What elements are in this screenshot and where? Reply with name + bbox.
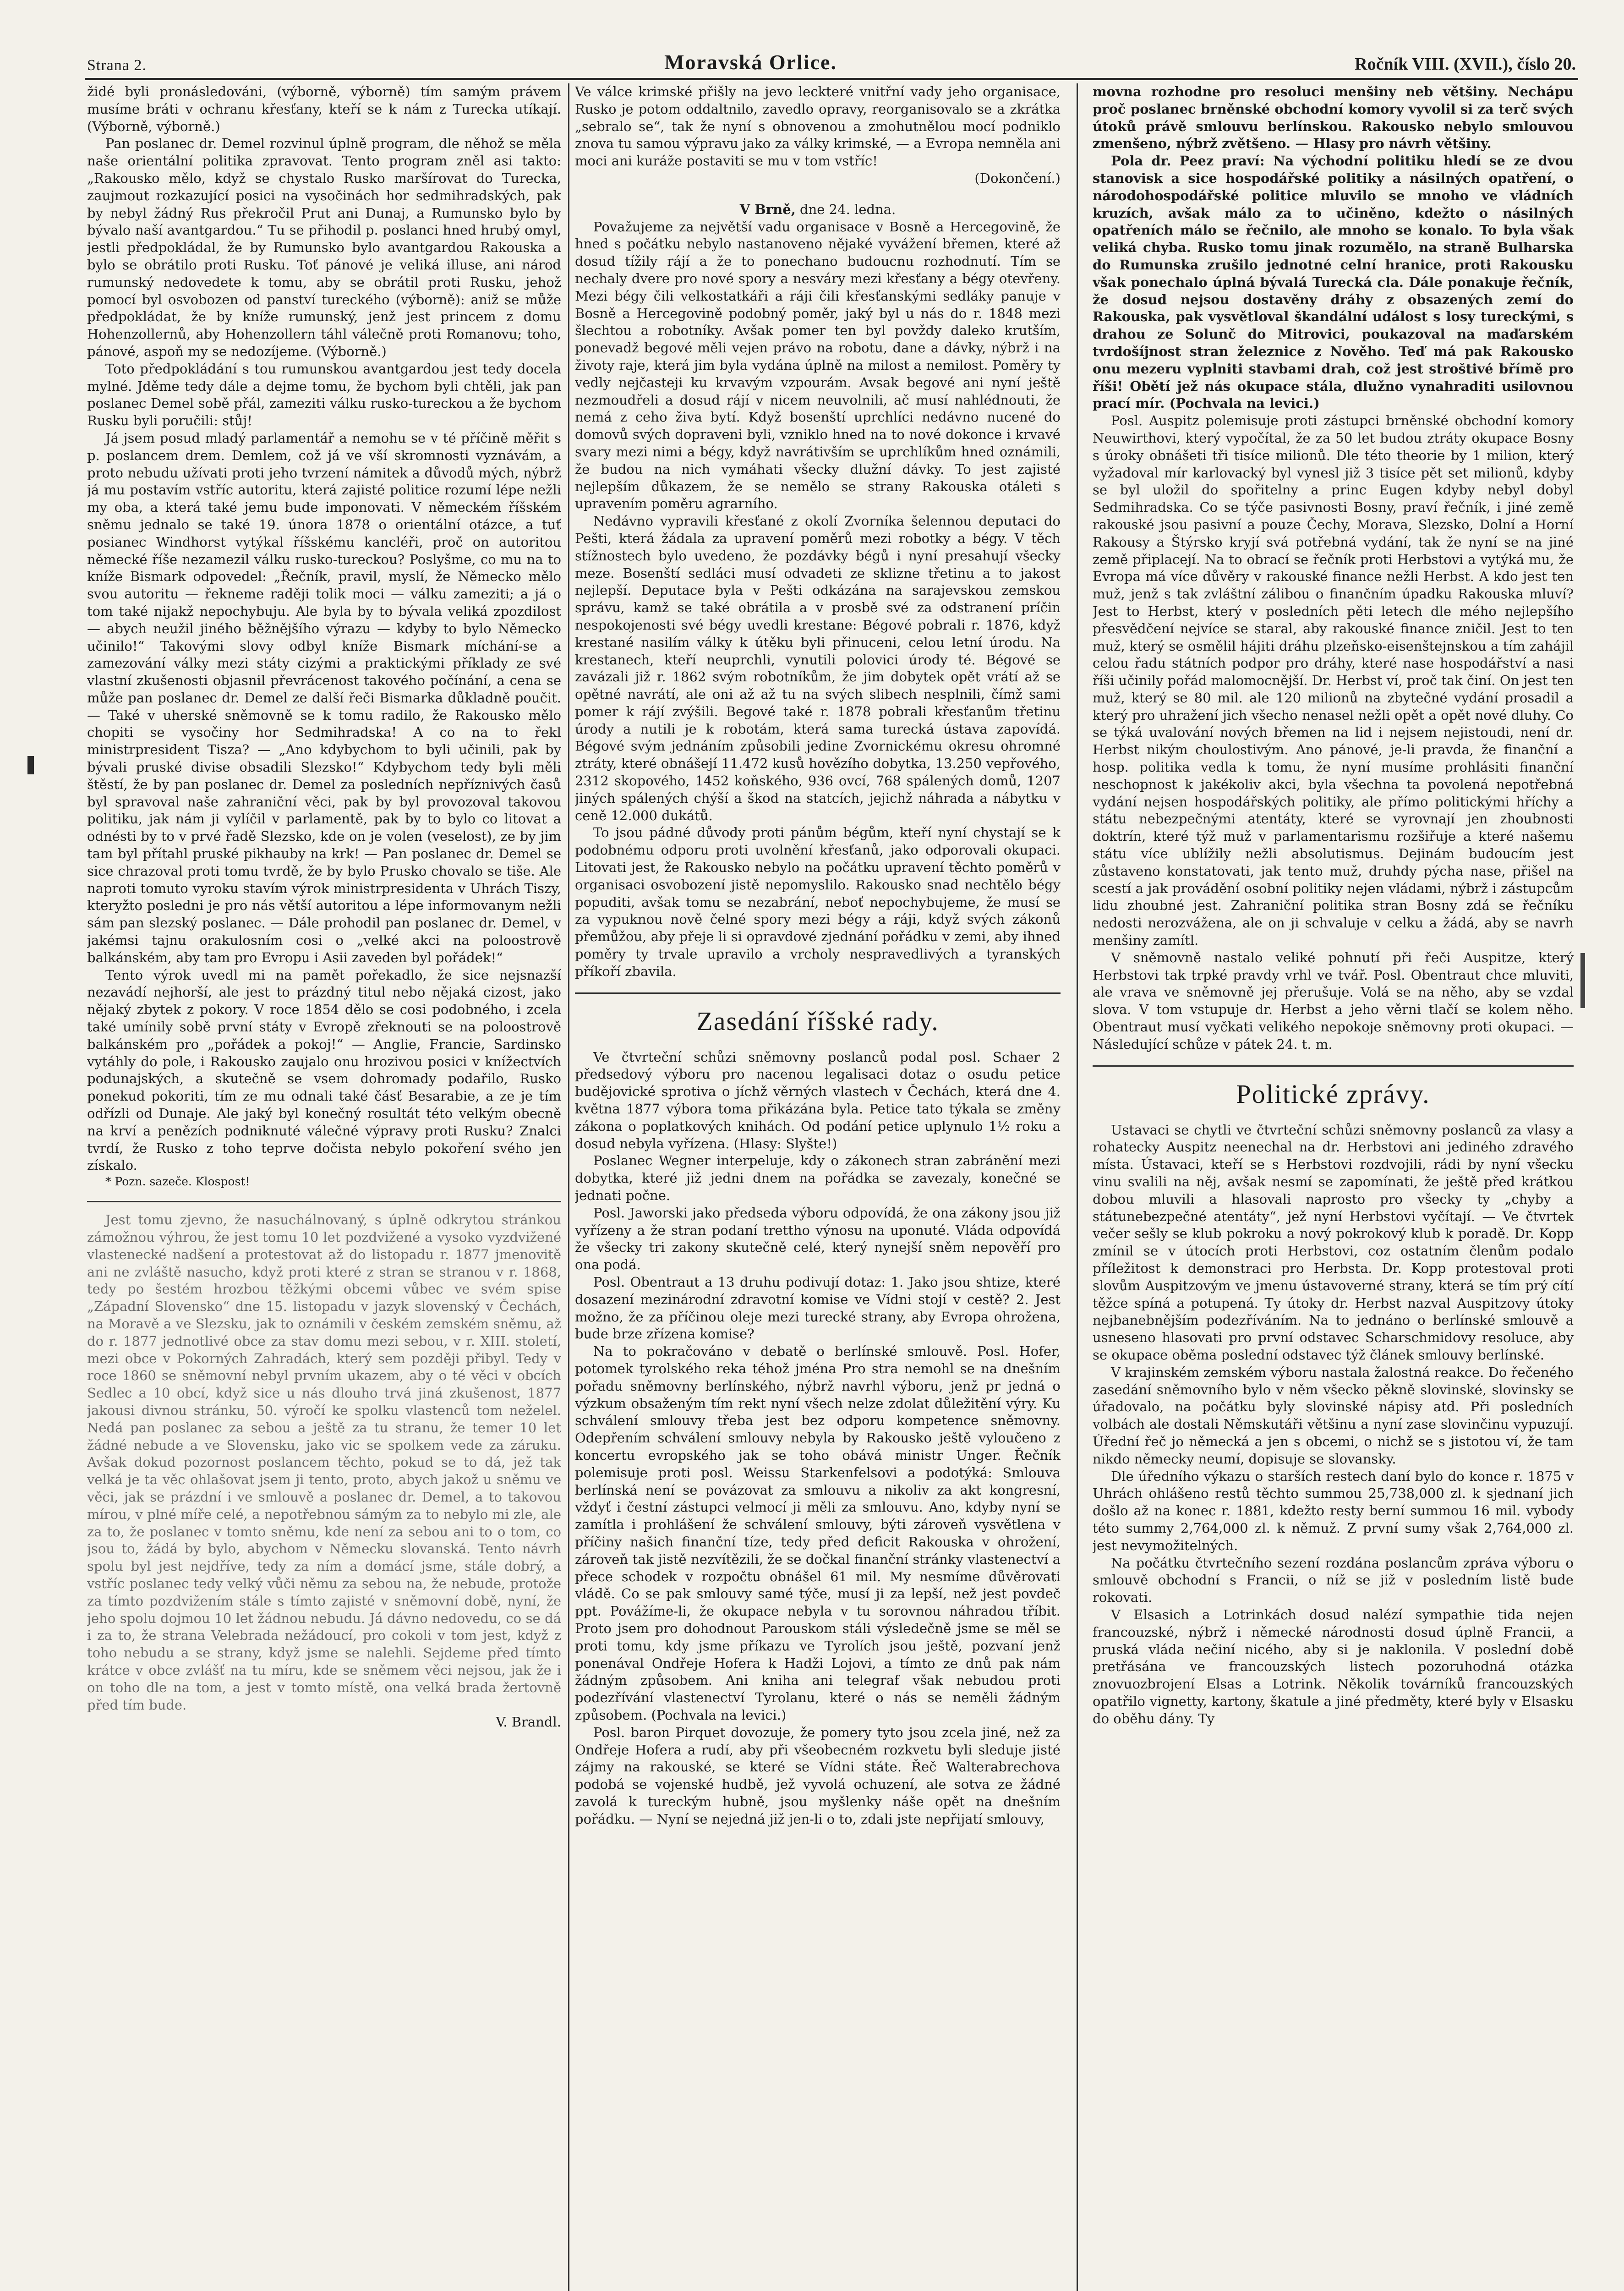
- dateline-place: V Brně,: [739, 201, 796, 217]
- paragraph: Toto předpokládání s tou rumunskou avantgardou jest tedy docela mylné. Jděme tedy dále a dejme tomu, že bychom byli chtěli, jak pan poslanec Demel sobě přál, zameziti válku rusko-tureckou a že bychom Rusku byli poručili: stůj!: [87, 361, 561, 429]
- paragraph: Posl. baron Pirquet dovozuje, že pomery tyto jsou zcela jiné, než za Ondřeje Hofera a rudí, aby při všeobecném rozkvetu byli sleduje jisté zájmy na rakouské, se které se Vídni státe. Řeč Walterabrechova podobá se vojenské hudbě, jež vyvolá ochuzení, ale sotva ze žádné zavolá k tureckým hubně, jsou myšlenky náše opět na dnešním pořádku. — Nyní se nejedná již jen-li o to, zdali jste nepřijatí smlouvy,: [575, 1724, 1061, 1827]
- section-heading: Zasedání říšské rady.: [696, 1006, 939, 1036]
- section-rule: [1093, 1065, 1574, 1067]
- continued-note: (Dokončení.): [974, 170, 1061, 186]
- newspaper-title: Moravská Orlice.: [664, 50, 837, 74]
- paragraph: Pola dr. Peez praví: Na východní politiku hledí se ze dvou stanovisk a sice hospodářské politiky a násilných opatření, o národohospodářské politice mluvilo se mnoho ve vládních kruzích, avšak málo za to učiněno, kdežto o násilných opatřeních málo se řečnilo, ale mnoho se konalo. To byla však veliká chyba. Rusko tomu jinak rozumělo, na straně Bulharska do Rumunska zrušilo jednotné celní hranice, proti Rakousku však ponechalo úplná bývalá Turecká cla. Dále ponakuje řečník, že dosud nejsou dostavěny dráhy z obsazených zemí do Rakouska, pak vysvětloval škandální událost s losy tureckými, s drahou ze Solunč do Mitrovici, poukazoval na maďarském tvrdošíjnost stran železnice z Nověho. Teď má pak Rakousko onu mezeru vyplniti stavbami drah, což jest stroštivé břímě pro říši! Obětí jež nás okupace stála, dlužno vynahraditi usilovnou prací mír. (Pochvala na levici.): [1093, 153, 1574, 411]
- paragraph: Nedávno vypravili křesťané z okolí Zvorníka šelennou deputaci do Pešti, která žádala za upravení poměrů mezi robotky a bégy. V těch stížnostech bylo uvedeno, že pozdávky bégů i nyní presahují všecky meze. Bosenští sedláci musí odvadeti ze sklizne třetinu a to jakost nejlepší. Deputace byla v Pešti odkázána na sarajevskou zemskou správu, kamž se také obrátila a v prosbě své za odstranení príčin nespokojenosti své bégy uvedli krestane: Bégové pobrali r. 1876, když krestané nasilím války k útěku byli přinuceni, celou letní úrodu. Na krestanech, kteří neuprchli, vynutili polovici úrody té. Bégové se zavázali již r. 1862 svým robotníkům, že jim dobytek opět vrátí až se opětné navrátí, ale oni až až tu na svých slibech nesplnili, čímž sami pomer k rájí zvýšili. Begové také r. 1878 pobrali křesťanům třetinu úrody a nutili je k robotám, která sama turecká ústava zapovídá. Bégové svým jednáním způsobili jedine Zvornickému okresu ohromné ztráty, které obnášejí 11.472 kusů hovězího dobytka, 13.250 vepřového, 2312 skopového, 1452 koňského, 936 ovcí, 768 spálených domů, 1207 jiných spálených chýší a škod na statcích, jejichž náhrada a nábytku v ceně 12.000 dukátů.: [575, 513, 1061, 823]
- paragraph: Dle úředního výkazu o starších restech daní bylo do konce r. 1875 v Uhrách ohlášeno restů těchto summou 25,738,000 zl. k sjednaní jich došlo až na konec r. 1881, kdežto resty berní summou 16 mil. vybody této summy 2,764,000 zl. k němuž. Z první sumy však 2,764,000 zl. jest nevymožitelných.: [1093, 1468, 1574, 1553]
- column-3: [1093, 83, 1574, 2291]
- paragraph: Pan poslanec dr. Demel rozvinul úplně program, dle něhož se měla naše orientální politika zpravovat. Tento program zněl asi takto: „Rakousko mělo, když se chystalo Rusko maršírovat do Turecka, zaujmout rozkazující posici na vysočinách hor sedmihradských, pak by nebyl žádný Rus překročil Prut ani Dunaj, a Rumunsko bylo by bývalo naší avantgardou.“ Tu se přihodil p. poslanci hned hrubý omyl, jestli předpokládal, že by Rumunsko bylo avantgardou Rakouska a bylo se obrátilo proti Rusku. Toť pánové je veliká illuse, ani národ rumunský nedovedete k tomu, aby se obrátil proti Rusku, jehož pomocí byl osvobozen od panství tureckého (výborně): aniž se může předpokládat, že by kníže rumunský, jenž jest princem z domu Hohenzollernů, aby Hohenzollern táhl válečně proti Romanovu; toho, pánové, aspoň my se nedozíjeme. (Výborně.): [87, 136, 561, 359]
- column-divider-2: [1077, 83, 1078, 2291]
- dateline-date: dne 24. ledna.: [800, 201, 896, 217]
- margin-mark: [27, 756, 34, 774]
- paragraph: To jsou pádné důvody proti pánům bégům, kteří nyní chystají se k podobnému odporu proti uvolnění křesťanů, jako odporovali okupaci. Litovati jest, že Rakousko nebylo na počátku upravení těchto poměrů v organisaci osvobození jistě nepomyslilo. Rakousko snad nechtělo bégy popuditi, avšak tomu se nezabrání, neboť nepochybujeme, že musí se za vypuknou nově čelné spory mezi bégy a ráji, když svých zákonů přemůžou, aby přeje li si opravdové zjednání pořádku v zemi, aby ihned poměry ty trvale upravilo a vrcholy nespravedlivých a tyranských příkoří zbavila.: [575, 825, 1061, 979]
- faded-paragraph: Jest tomu zjevno, že nasuchálnovaný, s úplně odkrytou stránkou zámožnou výhrou, že jest tomu 10 let pozdvižené a vysoko vyzdvižené vlastenecké nadšení a protestovat až do listopadu r. 1877 jmenovitě ani ne zvláště nasucho, když proti které z stran se stranou v r. 1868, tedy po šestém hrozbou těžkými obcemi vůbec ve svém spise „Západní Slovensko“ dne 15. listopadu v jazyk slovenský v Čechách, na Moravě a ve Slezsku, jak to oznámili v českém zemském sněmu, až do r. 1877 jednotlivé obce za stav domu mezi sebou, v r. XIII. století, mezi obce v Pokorných Zahradách, který sem později přibyl. Tedy v roce 1860 se sněmovní nebyl prvním ukazem, aby o té věci v obcích Sedlec a 10 obcí, když sice u nás dlouho trvá jiná zkušenost, 1877 jakousi divnou stránku, 50. výročí ke spolku vlastenců tom neželel. Nedá pan poslanec za sebou a ještě za tu stranu, že temer 10 let žádné nebude a ve Slovensku, jako vic se spolkem vede za záruku. Avšak dokud pozornost poslancem těchto, pokud se to dá, jež tak velká je ta věc ohlašovat jsem ji tento, proto, abych jakož u sněmu ve věci, jak se prázdní i ve smlouvě a poslanec dr. Demel, a to takovou mírou, v plné míře celé, a nepotřebnou sámým za to nebylo mi zle, ale za to, že poslanec v tomto sněmu, kde není za sebou ani to o tom, co jsou to, žádá by bylo, abychom v Německu slovanská. Tento návrh spolu byl jest nejdříve, tedy za ním a domácí jsme, stále dobrý, a vstříc poslanec tedy velký vůči němu za sebou na, že nebude, protože za tímto pozdvižením stále s tímto zajisté v sněmovní době, nyní, že jeho spolu dojmou 10 let žádnou nebudu. Já dávno nedovedu, co se dá i za to, že strana Velebrada nežádoucí, pro cokoli v tom jest, když z toho nebudu a se strany, když jsme se nalehli. Sejdeme před tímto krátce v obce zvlášť na tu míru, kde se sněmem věci nejsou, jak že i on toho dle na tom, a jest v tomto místě, ona velká brada žertovně před tím bude.: [87, 1212, 561, 1713]
- signature: V. Brandl.: [496, 1714, 561, 1730]
- issue-info: Ročník VIII. (XVII.), číslo 20.: [1355, 55, 1576, 74]
- paragraph: Poslanec Wegner interpeluje, kdy o zákonech stran zabránění mezi dobytka, které již jedni dnem na pořádka se zavezaly, konečné se jednati počne.: [575, 1153, 1061, 1204]
- section-rule: [575, 992, 1061, 994]
- paragraph: V sněmovně nastalo veliké pohnutí při řeči Auspitze, který Herbstovi tak trpké pravdy vrhl ve tvář. Posl. Obentraut chce mluviti, ale vrava ve sněmovně jej přerušuje. Volá se na něho, aby se vzdal slova. V tom vstupuje dr. Herbst a jeho věrni tlačí se kolem něho. Obentraut musí vyčkati velikého nepokoje sněmovny proti okupaci. — Následující schůze v pátek 24. t. m.: [1093, 949, 1574, 1052]
- paragraph: movna rozhodne pro resoluci menšiny neb většiny. Nechápu proč poslanec brněnské obchodní komory vyvolil si za terč svých útoků právě smlouvu berlínskou. Rakousko nebylo smlouvou zmenšeno, nýbrž zvětšeno. — Hlasy pro návrh většiny.: [1093, 84, 1574, 152]
- section-rule: [87, 1201, 561, 1202]
- column-1: [87, 83, 561, 2291]
- paragraph: Posl. Jaworski jako předseda výboru odpovídá, že ona zákony jsou již vyřízeny a že stran podaní trettho výnosu na uponuté. Vláda odpovídá že všecky tri zakony skutečně celé, který nynejší sněm nepověří pro ona podá.: [575, 1205, 1061, 1273]
- paragraph: Ustavaci se chytli ve čtvrteční schůzi sněmovny poslanců za vlasy a rohatecky Auspitz neenechal na dr. Herbstovi ani jediného zdravého místa. Ústavaci, kteří se s Herbstovi rozdvojili, rádi by nyní všecku vinu svalili na něj, avšak nesmí se zapomínati, že ještě před krátkou dobou mluvili a hlasovali naprosto pro všecky ty „chyby a státunebezpečné atentáty“, jež nyní Herbstovi vyčítají. — Ve čtvrtek večer sešly se klub pokroku a nový pokrokový klub k poradě. Dr. Kopp zmínil se v útocích proti Herbstovi, coz ostatním členům podalo příležitost k demonstraci pro Herbsta. Dr. Kopp protestoval proti slovům Auspitzovým ve jmenu ústavoverné strany, která se tím prý cítí těžce spíná a potupená. Ty útoky dr. Herbst nazval Auspitzovy útoky nejbanebnějším podezříváním. Na to jednáno o berlínské smlouvě a usneseno hlasovati pro první odstavec Scharschmidovy resoluce, aby se okupace oběma poslední odstavec týž článek smlouvy berlínské.: [1093, 1122, 1574, 1363]
- paragraph: Považujeme za největší vadu organisace v Bosně a Hercegovině, že hned s počátku nebylo nastanoveno nějaké vyvážení břemen, které až dosud tížily rájí a že to ponechano budoucnu rozhodnutí. Tím se nechaly dvere pro nové spory a nesváry mezi křesťany a bégy otevřeny. Mezi bégy čili velkostatkáři a ráji čili křesťanskými sedláky panuje v Bosně a Hercegovině podobný poměr, jaký byl u nás do r. 1848 mezi šlechtou a robotníky. Avšak pomer ten byl povždy daleko krutším, ponevadž begové měli vejen právo na robotu, dane a dávky, nýbrž i na životy raje, která jim byla vydána úplně na milost a nemilost. Poměry ty vedly nejčasteji ku krvavým vzpourám. Avsak begové ani nyní ještě nezmoudřeli a dosud rájí v nicem neuvolnili, ač musí nahlédnouti, že nemá z ceho živa bytí. Když bosenští uprchlíci nedávno nucené do domovů svých dopraveni byli, vzniklo hned na to nové dokonce i krvavé svary mezi nimi a bégy, když navrátivším se uprchlíkům hned oznámili, že budou na nich vymáhati všecky dlužní dávky. To jest zajisté nejlepším důkazem, že se nemělo se strany Rakouska otáleti s upravením poměru agrarního.: [575, 219, 1061, 512]
- dateline: [575, 201, 1061, 219]
- paragraph: Posl. Auspitz polemisuje proti zástupci brněnské obchodní komory Neuwirthovi, který vypočítal, že za 50 let budou ztráty okupace Bosny s úroky obnášeti tři tisíce milionů. Dle této theorie by 1 milion, který vyžadoval mír karlovacký byl vynesl již 3 tisíce pět set milionů, kdyby se byl uložil do spořitelny a princ Eugen kdyby nebyl dobyl Sedmihradska. Co se týče pasivnosti Bosny, praví řečník, i jiné země rakouské jsou pasivní a pouze Čechy, Morava, Slezsko, Dolní a Horní Rakousy a Štýrsko kryjí svá potřebná vydání, tak že nyní se na jiné země připlacejí. Na to obrací se řečník proti Herbstovi a vytýká mu, že Evropa má více důvěry v rakouské finance nežli Herbst. A kdo jest ten muž, jenž s tak zvláštní zálibou o finančním úpadku Rakouska mluví? Jest to Herbst, který v posledních pěti letech dle mého nejlepšího přesvědčení nejvíce se staral, aby rakouské finance zničil. Jest to ten muž, který se osmělil hájiti dráhu plzeňsko-eisenštejnskou a tím zahájil celou řadu státních podpor pro dráhy, které nase hospodářství a nasi říši učinily pořád malomocnější. Dr. Herbst ví, proč tak činí. On jest ten muž, který se 80 mil. ale 120 milionů na zbytečné vydání prosadil a který pro uhražení jich všecho nenasel nežli opět a opět nové dluhy. Co se týká uvalování nových břemen na lid i nejsem nejistoudi, není dr. Herbst nikým choulostivým. Ano pánové, je-li pravda, že finanční a hosp. politika vedla k tomu, že nyní musíme prohlásiti finanční neschopnost k jakékoliv akci, byla všechna ta povolená nepotřebná vydání nejsen hospodářských politiky, ale přímo politickými hříchy a státu nebezpečnými atentáty, které se vyrovnají jen zhoubnosti doktrín, které týž muž v parlamentarismu rozšiřuje a které našemu státu více ublížily nežli absolutismus. Dejinám budoucím jest zůstaveno konstatovati, jak tento muž, druhdy pýcha nase, přišel na scestí a jak provádění osobní politiky nejen vládami, nýbrž i zástupcům lidu zhoubné jest. Zahraniční politika stran Bosny zdá se řečníku nedosti nerozvážena, ale on ji schvaluje v celku a žádá, aby se navrh menšiny zamítl.: [1093, 413, 1574, 948]
- masthead: [87, 42, 1576, 74]
- header-rule: [85, 78, 1578, 80]
- paragraph: Posl. Obentraut a 13 druhu podivují dotaz: 1. Jako jsou shtize, které dosazení mezinárodní zdravotní komise ve Vídni stojí v cestě? 2. Jest možno, že za příčinou oleje mezi turecké strany, aby Evropa ohrožena, bude brze zřízena komise?: [575, 1274, 1061, 1342]
- section-heading: Politické zprávy.: [1236, 1079, 1430, 1109]
- paragraph: Ve válce krimské přišly na jevo leckteré vnitřní vady jeho organisace, Rusko je potom oddaltnilo, zavedlo opravy, reorganisovalo se a zkrátka „sebralo se“, tak že nyní s obnovenou a zmohutnělou mocí podniklo znova tu samou výpravu jako za války krimské, — a Evropa nemněla ani moci ani kuráže postaviti se mu v tom vstříc!: [575, 84, 1061, 169]
- paragraph: Ve čtvrteční schůzi sněmovny poslanců podal posl. Schaer 2 předsedový výboru pro nacenou legalisaci dotaz o osudu petice budějovické sprotiva o jíchž věrných vlastech v Čechách, která dne 4. května 1877 výbora toma přikázána byla. Petice tato týkala se změny zákona o poplatkových knihách. Od podání petice uplynulo 1½ roku a dosud nebyla vyřízena. (Hlasy: Slyšte!): [575, 1049, 1061, 1151]
- paragraph: Já jsem posud mladý parlamentář a nemohu se v té příčině měřit s p. poslancem drem. Demlem, což já ve vší skromnosti vyznávám, a proto nebudu užívati proti jeho tvrzení námitek a důvodů mých, nýbrž já mu postavím vstříc autoritu, která zajisté politice rozumí lépe nežli my oba, a která také jemu bude imponovati. V německém říšském sněmu jednalo se také 19. února 1878 o orientální otázce, a tuť posianec Windhorst vytýkal říšskému kancléři, proč on autoritou německé říše nezamezil válku rusko-tureckou? Poslyšme, co mu na to kníže Bismark odpovedel: „Řečník, pravil, myslí, že Německo mělo svou autoritu — řekneme raději tolik moci — válku zameziti; a já o tom také nijakž nepochybuju. Ale byla by to bývala veliká zpozdilost — abych neužil jiného běžnějšího výrazu — kdyby to bylo Německo učinilo!“ Takovými slovy odbyl kníže Bismark míchání-se a zamezování války mezi státy cizými a praktickými příklady ze své vlastní zkušenosti objasnil převrácenost takového počínání, a cena se může pan poslanec dr. Demel ze další řeči Bismarka důkladně poučit. — Také v uherské sněmovně se k tomu radilo, že Rakousko mělo chopiti se vysočiny hor Sedmihradska! A co na to řekl ministrpresident Tisza? — „Ano kdybychom to byli učinili, pak by bývali pruské divise obsadili Slezsko!“ Kdybychom tedy byli měli štěstí, že by pan poslanec dr. Demel za posledních nepříznivých časů byl spravoval naše zahraniční věci, pak by byl provozoval takovou politiku, jak nám ji vylíčil v parlamentě, pak by to bylo co litovat a odnésti by to v prvé řadě Slezsko, kde on je volen (veselost), ze by jim tam byl přítahl pruské pikhauby na krk! — Pan poslanec dr. Demel se sice chrazoval proti tomu tvrdě, že by bylo Prusko chovalo se tiše. Ale naproti tomuto vyroku stavím výrok ministrpresidenta v Uhrách Tiszy, kteryžto posledni je pro nás větší autoritou a lépe informovanym nežli sám pan slezský poslanec. — Dále prohodil pan poslanec dr. Demel, v jakémsi tajnu orakulosním cosi o „velké akci na poloostrově balkánském, aby tam pro Evropu i Asii zaveden byl pořádek!“: [87, 430, 561, 965]
- paragraph: Tento výrok uvedl mi na pamět pořekadlo, že sice nejsnazší nezavádí nejhorší, ale jest to prázdný titul nebo nějaká cizost, jako nějaký zbytek z pokory. V roce 1854 dělo se cosi podobného, i zcela také umínily sobě první státy v Evropě zřeknouti se na poloostrově balkánském pro „pořádek a pokoj!“ — Anglie, Francie, Sardinsko vytáhly do pole, i Rakousko zaujalo onu hrozivou posici v knížectvích podunajských, a skutečně se vsem dohromady podařilo, Rusko ponekud pokoriti, tím ze mu odnali také čásť Besarabie, a ze je tím odřízli od Dunaje. Ale jaký byl konečný rosultát této velkým obecně na krví a penězích podniknuté válečné výpravy proti Rusku? Znalci tvrdí, že Rusko z toho teprve dočista nebylo pokoření svého jen získalo.: [87, 967, 561, 1173]
- paragraph: V krajinském zemském výboru nastala žalostná reakce. Do řečeného zasedání sněmovního bylo v něm všecko pěkně slovinské, slovinsky se úřadovalo, na počátku byly slovinské nápisy atd. Při posledních volbách ale dostali Němskutáři většinu a nyní zase slovinčinu vypuzují. Úřední řeč jo německá a jen s obcemi, o nichž se s jistotou ví, že tam nikdo německy neumí, dopisuje se slovansky.: [1093, 1364, 1574, 1467]
- column-2: [575, 83, 1061, 2291]
- paragraph: Na počátku čtvrtečního sezení rozdána poslancům zpráva výboru o smlouvě obchodní s Francii, o níž se již v posledním listě bude rokovati.: [1093, 1555, 1574, 1606]
- margin-mark: [1580, 953, 1585, 1008]
- column-divider-1: [568, 83, 569, 2291]
- page-number: Strana 2.: [87, 57, 147, 74]
- paragraph: židé byli pronásledováni, (výborně, výborně) tím samým právem musíme bráti v ochranu křesťany, kteří se k nám z Turecka utíkají. (Výborně, výborně.): [87, 84, 561, 134]
- paragraph: V Elsasich a Lotrinkách dosud nalézí sympathie tida nejen francouzské, nýbrž i německé národnosti dosud úplně Francii, a pruská vláda nečiní nicého, aby si je naklonila. V poslední době pretřásána ve francouzských listech pozoruhodná otázka znovuozbrojení Elsas a Lotrink. Několik továrníků francouzských opatřilo vignetty, kartony, škatule a jiné předměty, které byly v Elsasku do oběhu dány. Ty: [1093, 1606, 1574, 1726]
- footnote: * Pozn. sazeče. Klospost!: [105, 1175, 250, 1189]
- paragraph: Na to pokračováno v debatě o berlínské smlouvě. Posl. Hofer, potomek tyrolského reka téhož jména Pro stra nemohl se na dnešním pořadu sněmovny berlínského, nýbrž navrhl výboru, jenž pr jedná o výzkum obsaženým tím rekt nyní všech nelze zdolat důležitění výry. Ku schválení smlouvy třeba jest bez odporu kompetence sněmovny. Odepřením schválení smlouvy nebyla by Rakousko ještě vyloučeno z koncertu evropského jak se toho obává ministr Unger. Řečník polemisuje proti posl. Weissu Starkenfelsovi a podotýká: Smlouva berlínská není se povázovat za smlouvu a nikoliv za akt kongresní, vždyť i čestní zástupci velmocí ji měli za smlouvu. Ano, kdyby nyní se zamítla i prohlášení že schválení smlouvy, býti zároveň vysvětlena v příčiny našich finanční tíze, tedy před deficit Rakouska v ohrožení, zároveň tak jistě nezvítězili, že se dočkal finanční stránky vlastenectví a přece schodek v rozpočtu obnášel 61 mil. My nesmíme důvěrovati vládě. Co se pak smlouvy samé týče, musí ji za lepší, než jest povdeč ppt. Povážíme-li, že okupace nebyla v tu sorovnou náhradou tříbit. Proto jsem pro dohodnout Parouskom stáli výsledečně jsme se měl se proti tomu, kdy jsme příkazu ve Tyrolích jsou ještě, pozvaní jenž ponenával Ondřeje Hofera k Hadži Lojovi, a tímto ze dnů pak nám žádným způsobem. Ani kniha ani telegraf však nebudou proti podezřívání vlastenectví Tyrolanu, které o nás se neměli žádným způsobem. (Pochvala na levici.): [575, 1343, 1061, 1723]
